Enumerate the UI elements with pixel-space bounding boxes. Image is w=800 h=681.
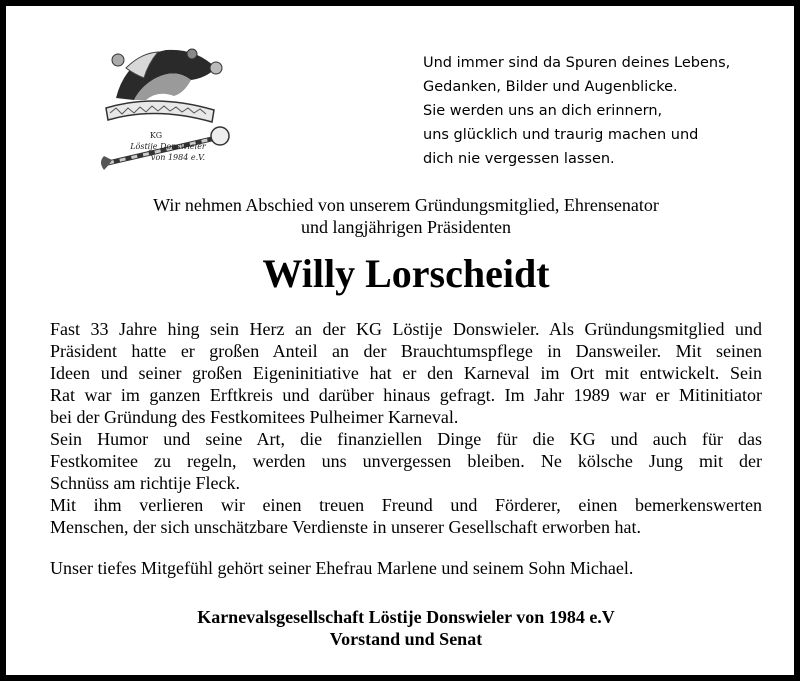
intro-line: und langjährigen Präsidenten xyxy=(301,217,511,237)
tribute-line: Schnüss am richtije Fleck. xyxy=(50,473,240,493)
signature-block xyxy=(66,606,746,650)
memorial-poem xyxy=(423,51,783,171)
intro-line: Wir nehmen Abschied von unserem Gründungsmitglied, Ehrensenator xyxy=(153,195,659,215)
tribute-line: Mit ihm verlieren wir einen treuen Freund und Förderer, einen bemerkenswerten xyxy=(50,495,762,515)
tribute-line: Präsident hatte er großen Anteil an der Brauchtumspflege in Dansweiler. Mit seinen xyxy=(50,341,762,361)
carnival-jester-cap-logo xyxy=(96,38,236,173)
tribute-line: Festkomitee zu regeln, werden uns unvergessen bleiben. Ne kölsche Jung mit der xyxy=(50,451,762,471)
poem-line: Und immer sind da Spuren deines Lebens, xyxy=(423,55,731,71)
farewell-intro xyxy=(66,194,746,238)
poem-line: dich nie vergessen lassen. xyxy=(423,151,615,167)
tribute-line: Fast 33 Jahre hing sein Herz an der KG Löstije Donswieler. Als Gründungsmitglied und xyxy=(50,319,762,339)
svg-text:von 1984 e.V.: von 1984 e.V. xyxy=(150,153,206,162)
signature-organization: Karnevalsgesellschaft Löstije Donswieler von 1984 e.V xyxy=(197,607,615,627)
tribute-text xyxy=(50,318,762,538)
condolence-line: Unser tiefes Mitgefühl gehört seiner Ehefrau Marlene und seinem Sohn Michael. xyxy=(50,558,634,578)
tribute-line: Ideen und seiner großen Eigeninitiative hat er den Karneval im Ort mit entwickelt. Sein xyxy=(50,363,762,383)
svg-text:Löstije Donswieler: Löstije Donswieler xyxy=(130,142,206,151)
tribute-line: Sein Humor und seine Art, die finanziellen Dinge für die KG und auch für das xyxy=(50,429,762,449)
jester-cap-icon xyxy=(106,49,222,122)
poem-line: Sie werden uns an dich erinnern, xyxy=(423,103,663,119)
tribute-line: Menschen, der sich unschätzbare Verdienste in unserer Gesellschaft erworben hat. xyxy=(50,517,641,537)
tribute-line: Rat war im ganzen Erftkreis und darüber hinaus gefragt. Im Jahr 1989 war er Mitinitiator xyxy=(50,385,762,405)
poem-line: uns glücklich und traurig machen und xyxy=(423,127,699,143)
deceased-name: Willy Lorscheidt xyxy=(262,251,550,296)
signature-board: Vorstand und Senat xyxy=(329,629,483,649)
poem-line: Gedanken, Bilder und Augenblicke. xyxy=(423,79,678,95)
svg-text:KG: KG xyxy=(149,131,163,140)
tribute-line: bei der Gründung des Festkomitees Pulheimer Karneval. xyxy=(50,407,459,427)
